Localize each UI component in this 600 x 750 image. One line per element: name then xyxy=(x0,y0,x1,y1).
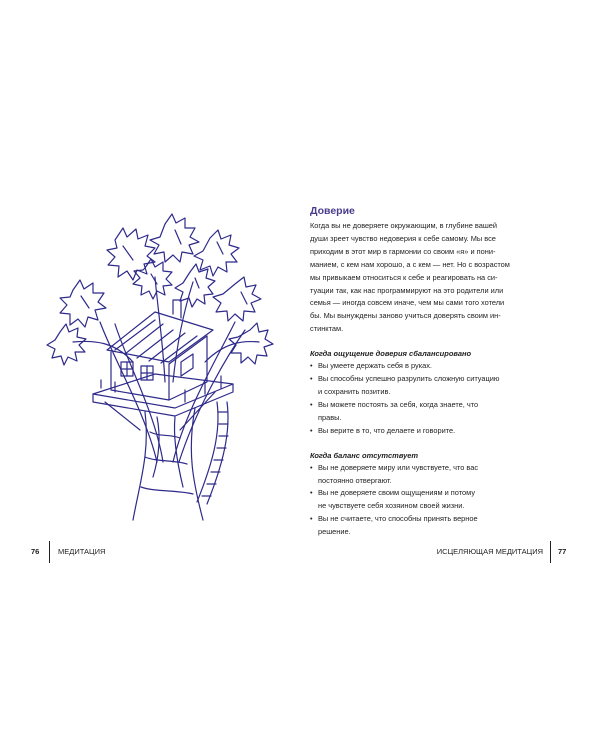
body-line: стинктам. xyxy=(310,324,344,334)
text-column xyxy=(310,205,546,539)
body-line: приходим в этот мир в гармонии со своим «я» и пони- xyxy=(310,246,496,256)
list-item-line: • Вы умеете держать себя в руках. xyxy=(318,361,432,371)
body-line: Когда вы не доверяете окружающим, в глубине вашей xyxy=(310,221,498,230)
list-item xyxy=(310,399,546,425)
list-item-line: и сохранить позитив. xyxy=(318,386,391,396)
body-line: мы привыкаем относиться к себе и реагировать на си- xyxy=(310,272,498,282)
body-line: манием, с кем нам хорошо, а с кем — нет. Но с возрастом xyxy=(310,259,510,269)
left-page-number: 76 xyxy=(31,547,40,556)
section-heading: Доверие xyxy=(310,205,355,217)
right-running-title: ИСЦЕЛЯЮЩАЯ МЕДИТАЦИЯ xyxy=(436,547,543,556)
list-item-line: решение. xyxy=(318,527,351,537)
body-line: бы. Мы вынуждены заново учиться доверять своим ин- xyxy=(310,311,501,321)
list-item-line: • Вы не доверяете своим ощущениям и потому xyxy=(318,488,476,498)
list-item-line: • Вы не считаете, что способны принять верное xyxy=(318,514,478,524)
list-item xyxy=(310,360,546,373)
list-item xyxy=(310,425,546,438)
unbalanced-subheading: Когда баланс отсутствует xyxy=(310,450,419,460)
right-page-number: 77 xyxy=(558,547,567,556)
section-body xyxy=(310,220,546,336)
balanced-list xyxy=(310,360,546,437)
right-footer-divider xyxy=(550,541,551,563)
list-item xyxy=(310,513,546,539)
list-item xyxy=(310,487,546,513)
body-line: семья — иногда совсем иначе, чем мы сами того хотели xyxy=(310,298,505,308)
list-item xyxy=(310,462,546,488)
left-running-title: МЕДИТАЦИЯ xyxy=(58,547,106,556)
balanced-subheading: Когда ощущение доверия сбалансировано xyxy=(310,349,472,359)
list-item-line: • Вы верите в то, что делаете и говорите. xyxy=(318,425,456,435)
body-line: души зреет чувство недоверия к себе самому. Мы все xyxy=(310,233,496,243)
list-item-line: • Вы не доверяете миру или чувствуете, что вас xyxy=(318,462,479,472)
list-item-line: постоянно отвергают. xyxy=(318,475,392,485)
treehouse-icon xyxy=(47,214,273,520)
unbalanced-list xyxy=(310,462,546,539)
list-item-line: не чувствуете себя хозяином своей жизни. xyxy=(318,501,465,511)
treehouse-illustration xyxy=(45,212,285,522)
left-footer-divider xyxy=(49,541,50,563)
list-item-line: • Вы можете постоять за себя, когда знаете, что xyxy=(318,399,479,409)
list-item-line: правы. xyxy=(318,412,342,422)
list-item xyxy=(310,373,546,399)
list-item-line: • Вы способны успешно разрулить сложную ситуацию xyxy=(318,374,500,384)
body-line: туации так, как нас программируют на это родители или xyxy=(310,285,504,295)
